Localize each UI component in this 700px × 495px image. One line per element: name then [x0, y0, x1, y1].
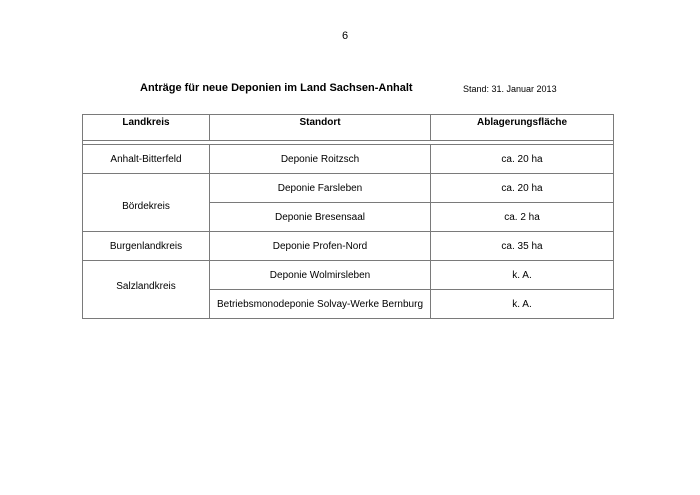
- cell-flaeche: ca. 2 ha: [431, 203, 614, 232]
- header-ablagerungsflaeche: Ablagerungsfläche: [431, 115, 614, 141]
- document-date: Stand: 31. Januar 2013: [463, 84, 557, 94]
- cell-standort: Betriebsmonodeponie Solvay-Werke Bernburg: [210, 290, 431, 319]
- cell-standort: Deponie Bresensaal: [210, 203, 431, 232]
- cell-landkreis: Anhalt-Bitterfeld: [83, 145, 210, 174]
- deponien-table: [82, 114, 614, 319]
- table-row: [83, 174, 614, 203]
- cell-standort: Deponie Profen-Nord: [210, 232, 431, 261]
- cell-flaeche: ca. 20 ha: [431, 145, 614, 174]
- cell-landkreis: Bördekreis: [83, 174, 210, 232]
- cell-landkreis: Salzlandkreis: [83, 261, 210, 319]
- cell-standort: Deponie Roitzsch: [210, 145, 431, 174]
- cell-flaeche: k. A.: [431, 290, 614, 319]
- table-row: [83, 145, 614, 174]
- table-header-row: [83, 115, 614, 141]
- table-row: [83, 261, 614, 290]
- table-row: [83, 232, 614, 261]
- cell-standort: Deponie Wolmirsleben: [210, 261, 431, 290]
- cell-standort: Deponie Farsleben: [210, 174, 431, 203]
- cell-landkreis: Burgenlandkreis: [83, 232, 210, 261]
- cell-flaeche: ca. 20 ha: [431, 174, 614, 203]
- header-standort: Standort: [210, 115, 431, 141]
- cell-flaeche: k. A.: [431, 261, 614, 290]
- document-title: Anträge für neue Deponien im Land Sachsen-Anhalt: [140, 82, 413, 94]
- cell-flaeche: ca. 35 ha: [431, 232, 614, 261]
- page-number: 6: [341, 30, 349, 42]
- header-landkreis: Landkreis: [83, 115, 210, 141]
